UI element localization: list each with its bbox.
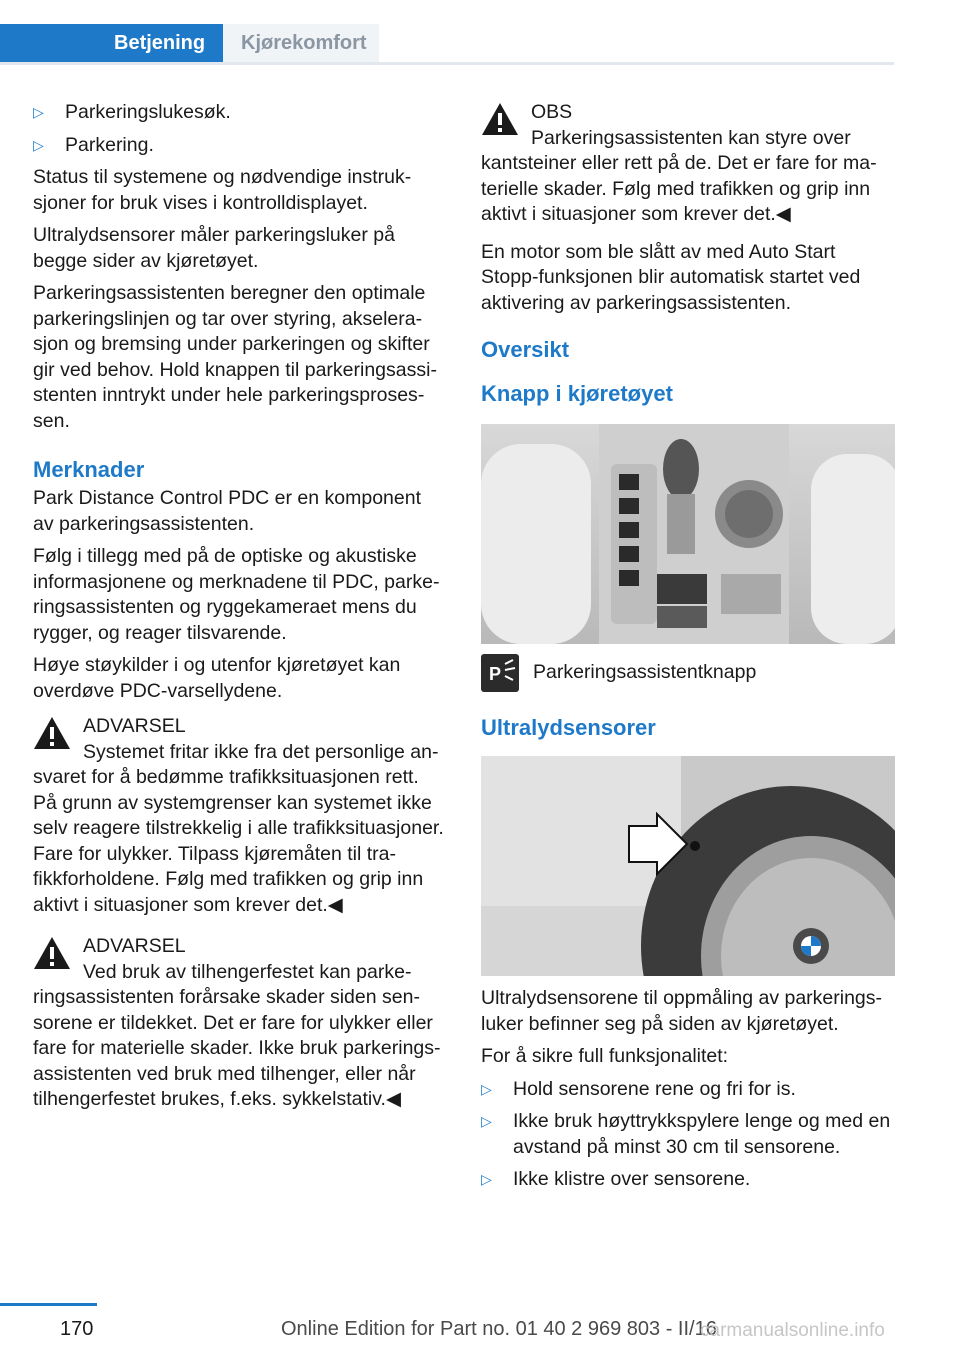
tab-betjening-label: Betjening xyxy=(114,32,206,54)
paragraph: Høye støykilder i og utenfor kjøretøyet kan overdøve PDC-varsellydene. xyxy=(33,654,401,702)
notice-heading: OBS xyxy=(531,101,573,123)
section-heading-oversikt: Oversikt xyxy=(481,337,570,362)
list-item xyxy=(33,100,445,126)
tab-kjorekomfort-label: Kjørekomfort xyxy=(241,32,367,54)
list-item-text: Parkering. xyxy=(65,133,154,156)
list-item-text: Hold sensorene rene og fri for is. xyxy=(513,1077,796,1100)
section-heading-merknader: Merknader xyxy=(33,457,145,482)
paragraph: Park Distance Control PDC er en komponent av parkeringsassistenten. xyxy=(33,487,422,535)
warning-block xyxy=(33,714,445,918)
warning-triangle-icon xyxy=(33,936,71,970)
paragraph: For å sikre full funksjonalitet: xyxy=(481,1045,729,1067)
paragraph: Ultralydsensorene til oppmåling av parkeringsluker befinner seg på siden av kjøretøyet. xyxy=(481,987,883,1035)
list-item-text: Parkeringslukesøk. xyxy=(65,101,231,123)
sensor-photo xyxy=(481,756,895,976)
paragraph: Status til systemene og nødvendige instruksjoner for bruk vises i kontrolldisplayet. xyxy=(33,166,412,214)
page-number: 170 xyxy=(60,1318,94,1340)
bullet-triangle-icon: ▷ xyxy=(481,1113,492,1129)
bullet-triangle-icon: ▷ xyxy=(33,136,44,153)
list-item-text: Ikke klistre over sensorene. xyxy=(513,1168,751,1190)
list-item xyxy=(481,1167,895,1193)
paragraph: Ultralydsensorer måler parkeringsluker på begge sider av kjøretøyet. xyxy=(33,224,395,272)
paragraph: Følg i tillegg med på de optiske og akustiske informasjonene og merknadene til PDC, parkeringsassistenten og ryggekameraet mens du rygger, og reager tilsvarende. xyxy=(33,545,440,644)
list-item xyxy=(33,133,445,159)
list-item xyxy=(481,1077,895,1103)
footer-rule xyxy=(0,1303,97,1306)
right-column xyxy=(481,100,895,1200)
list-item xyxy=(481,1109,895,1160)
left-column xyxy=(33,100,445,1123)
paragraph: Parkeringsassistenten beregner den optimale parkeringslinjen og tar over styring, akselerasjon og bremsing under parkeringen og skifter gir ved behov. Hold knappen til parkeringsassistenten inntrykt under hele parkeringsprosessen. xyxy=(33,282,437,432)
tab-kjorekomfort[interactable] xyxy=(223,24,379,62)
warning-text: Ved bruk av tilhengerfestet kan parkeringsassistenten forårsake skader siden sensorene er tildekket. Det er fare for ulykker eller fare for materielle skader. Ikke bruk parkeringsassistenten ved bruk med tilhenger, eller når tilhengerfestet brukes, f.eks. sykkelstativ.◀ xyxy=(33,960,441,1110)
section-heading-ultralydsensorer: Ultralydsensorer xyxy=(481,715,656,740)
button-caption-row xyxy=(481,654,895,692)
edition-text: Online Edition for Part no. 01 40 2 969 803 - II/16 xyxy=(281,1318,717,1340)
parking-assistant-icon xyxy=(481,654,519,692)
section-heading-knapp: Knapp i kjøretøyet xyxy=(481,381,673,406)
warning-heading: ADVARSEL xyxy=(83,715,186,737)
watermark: carmanualsonline.info xyxy=(700,1320,885,1341)
warning-text: Systemet fritar ikke fra det personlige ansvaret for å bedømme trafikksituasjonen rett. På grunn av systemgrenser kan systemet ikke selv reagere tilstrekkelig i alle trafikksituasjoner. Fare for ulykker. Tilpass kjøremåten til trafikkforholdene. Følg med trafikken og grip inn aktivt i situasjoner som krever det.◀ xyxy=(33,740,444,916)
notice-block xyxy=(481,100,895,228)
list-item-text: Ikke bruk høyttrykkspylere lenge og med en avstand på minst 30 cm til sensorene. xyxy=(513,1110,891,1158)
warning-triangle-icon xyxy=(33,716,71,750)
warning-block xyxy=(33,934,445,1113)
figure-caption: Parkeringsassistentknapp xyxy=(533,661,757,684)
bullet-triangle-icon: ▷ xyxy=(33,104,44,120)
bullet-triangle-icon: ▷ xyxy=(481,1080,492,1097)
bullet-triangle-icon: ▷ xyxy=(481,1171,492,1187)
warning-heading: ADVARSEL xyxy=(83,935,186,957)
tab-betjening[interactable] xyxy=(0,24,223,62)
warning-triangle-icon xyxy=(481,102,519,136)
svg-text:P: P xyxy=(489,664,502,684)
console-photo xyxy=(481,424,895,644)
paragraph: En motor som ble slått av med Auto Start Stopp-funksjonen blir automatisk startet ved aktivering av parkeringsassistenten. xyxy=(481,240,861,314)
header-tabs xyxy=(0,24,894,65)
notice-text: Parkeringsassistenten kan styre over kantsteiner eller rett på de. Det er fare for materielle skader. Følg med trafikken og grip inn aktivt i situasjoner som krever det.◀ xyxy=(481,126,877,225)
